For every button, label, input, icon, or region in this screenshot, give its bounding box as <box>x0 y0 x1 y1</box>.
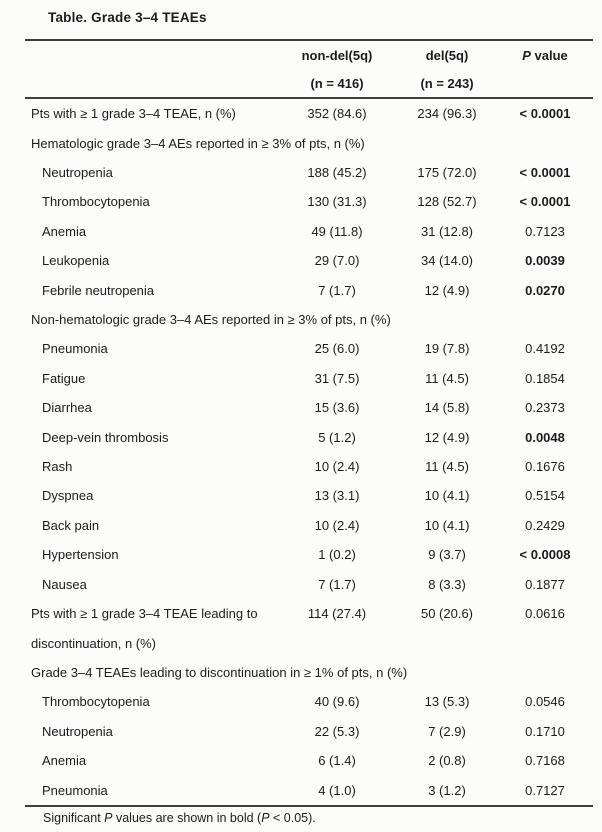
cell-p-value: 0.0616 <box>525 606 565 622</box>
cell-p-value: 0.7168 <box>525 753 565 769</box>
cell-non-del5q: 10 (2.4) <box>314 517 360 533</box>
cell-del5q: 128 (52.7) <box>417 194 477 210</box>
cell-non-del5q: 114 (27.4) <box>307 606 367 622</box>
section-header-row <box>25 305 593 334</box>
table-row <box>25 511 593 540</box>
cell-del5q: 3 (1.2) <box>428 782 466 798</box>
table-row <box>25 481 593 510</box>
cell-p-value: 0.4192 <box>525 341 565 357</box>
row-label: Leukopenia <box>42 253 110 269</box>
cell-non-del5q: 25 (6.0) <box>314 341 360 357</box>
cell-del5q: 9 (3.7) <box>428 547 466 563</box>
table-row <box>25 334 593 363</box>
table-row <box>25 99 593 128</box>
cell-non-del5q: 40 (9.6) <box>314 694 360 710</box>
table-row <box>25 217 593 246</box>
cell-p-value: 0.1676 <box>525 459 565 475</box>
table-row <box>25 628 593 657</box>
table-row <box>25 364 593 393</box>
column-header-p-value <box>497 48 593 63</box>
cell-p-value: 0.7123 <box>525 223 565 239</box>
cell-non-del5q: 15 (3.6) <box>314 400 360 416</box>
table-row <box>25 452 593 481</box>
cell-non-del5q: 7 (1.7) <box>318 576 356 592</box>
row-label: Dyspnea <box>42 488 94 504</box>
row-label: Neutropenia <box>42 165 113 181</box>
cell-p-value: 0.2429 <box>525 517 565 533</box>
column-header-del5q: del(5q) <box>425 47 469 63</box>
cell-del5q: 11 (4.5) <box>425 370 469 386</box>
cell-p-value: < 0.0001 <box>519 106 571 122</box>
cell-del5q: 2 (0.8) <box>428 753 466 769</box>
cell-p-value: 0.2373 <box>525 400 565 416</box>
row-label: Hypertension <box>42 547 119 563</box>
row-label: discontinuation, n (%) <box>31 635 157 651</box>
cell-p-value: 0.0048 <box>525 429 565 445</box>
row-label: Non-hematologic grade 3–4 AEs reported in ≥ 3% of pts, n (%) <box>31 312 391 328</box>
row-label: Pneumonia <box>42 341 108 357</box>
cell-del5q: 10 (4.1) <box>424 517 470 533</box>
cell-non-del5q: 29 (7.0) <box>314 253 360 269</box>
column-header-non-del5q: non-del(5q) <box>301 47 373 63</box>
row-label: Pts with ≥ 1 grade 3–4 TEAE, n (%) <box>31 106 236 122</box>
footnote-italic-p: P <box>261 810 270 825</box>
table-row <box>25 246 593 275</box>
cell-non-del5q: 13 (3.1) <box>314 488 360 504</box>
cell-non-del5q: 352 (84.6) <box>307 106 367 122</box>
cell-del5q: 12 (4.9) <box>424 429 470 445</box>
table-row <box>25 746 593 775</box>
column-header-non-del5q-n: (n = 416) <box>310 75 364 91</box>
cell-del5q: 13 (5.3) <box>424 694 470 710</box>
cell-del5q: 8 (3.3) <box>428 576 466 592</box>
row-label: Grade 3–4 TEAEs leading to discontinuation in ≥ 1% of pts, n (%) <box>31 664 408 680</box>
p-value-rest: value <box>530 47 568 63</box>
table-row <box>25 599 593 628</box>
p-value-italic-p: P <box>522 47 531 63</box>
cell-non-del5q: 7 (1.7) <box>318 282 356 298</box>
cell-p-value: 0.0270 <box>525 282 565 298</box>
cell-del5q: 12 (4.9) <box>424 282 470 298</box>
table-row <box>25 717 593 746</box>
row-label: Nausea <box>42 576 87 592</box>
cell-p-value: < 0.0001 <box>519 165 571 181</box>
cell-non-del5q: 188 (45.2) <box>307 165 367 181</box>
table-footnote <box>25 807 593 825</box>
cell-p-value: 0.7127 <box>525 782 565 798</box>
row-label: Thrombocytopenia <box>42 694 150 710</box>
table-row <box>25 275 593 304</box>
row-label: Anemia <box>42 223 87 239</box>
cell-del5q: 50 (20.6) <box>420 606 474 622</box>
table-header <box>25 41 593 97</box>
cell-p-value: 0.0546 <box>525 694 565 710</box>
row-label: Anemia <box>42 753 87 769</box>
row-label: Back pain <box>42 517 100 533</box>
cell-non-del5q: 5 (1.2) <box>318 429 356 445</box>
column-header-del5q-n: (n = 243) <box>420 75 474 91</box>
cell-del5q: 7 (2.9) <box>428 723 466 739</box>
row-label: Hematologic grade 3–4 AEs reported in ≥ 3% of pts, n (%) <box>31 135 365 151</box>
row-label: Diarrhea <box>42 400 92 416</box>
cell-del5q: 14 (5.8) <box>424 400 470 416</box>
cell-del5q: 11 (4.5) <box>425 459 469 475</box>
table-row <box>25 540 593 569</box>
cell-p-value: 0.5154 <box>525 488 565 504</box>
cell-non-del5q: 4 (1.0) <box>318 782 356 798</box>
table-row <box>25 570 593 599</box>
cell-non-del5q: 130 (31.3) <box>307 194 367 210</box>
cell-non-del5q: 1 (0.2) <box>318 547 356 563</box>
table-row <box>25 687 593 716</box>
footnote-italic-p: P <box>104 810 113 825</box>
row-label: Rash <box>42 459 73 475</box>
section-header-row <box>25 658 593 687</box>
cell-p-value: < 0.0001 <box>519 194 571 210</box>
cell-p-value: < 0.0008 <box>519 547 571 563</box>
cell-del5q: 175 (72.0) <box>417 165 477 181</box>
cell-p-value: 0.1854 <box>525 370 565 386</box>
teae-table <box>25 39 593 825</box>
cell-non-del5q: 10 (2.4) <box>314 459 360 475</box>
table-row <box>25 775 593 804</box>
row-label: Fatigue <box>42 370 86 386</box>
cell-del5q: 34 (14.0) <box>420 253 474 269</box>
cell-p-value: 0.1877 <box>525 576 565 592</box>
table-body <box>25 99 593 805</box>
cell-non-del5q: 6 (1.4) <box>318 753 356 769</box>
table-row <box>25 187 593 216</box>
row-label: Pneumonia <box>42 782 108 798</box>
table-row <box>25 158 593 187</box>
cell-non-del5q: 31 (7.5) <box>314 370 360 386</box>
table-row <box>25 422 593 451</box>
row-label: Neutropenia <box>42 723 113 739</box>
row-label: Febrile neutropenia <box>42 282 155 298</box>
footnote-text: values are shown in bold ( <box>112 810 262 825</box>
cell-non-del5q: 22 (5.3) <box>314 723 360 739</box>
footnote-text: < 0.05). <box>269 810 316 825</box>
table-row <box>25 393 593 422</box>
cell-del5q: 234 (96.3) <box>417 106 477 122</box>
cell-del5q: 19 (7.8) <box>424 341 470 357</box>
cell-p-value: 0.0039 <box>525 253 565 269</box>
page-title: Table. Grade 3–4 TEAEs <box>48 10 207 25</box>
cell-del5q: 10 (4.1) <box>424 488 470 504</box>
cell-non-del5q: 49 (11.8) <box>311 223 363 239</box>
row-label: Deep-vein thrombosis <box>42 429 169 445</box>
cell-p-value: 0.1710 <box>525 723 565 739</box>
section-header-row <box>25 128 593 157</box>
cell-del5q: 31 (12.8) <box>420 223 474 239</box>
row-label: Thrombocytopenia <box>42 194 150 210</box>
row-label: Pts with ≥ 1 grade 3–4 TEAE leading to <box>31 606 258 622</box>
footnote-text: Significant <box>43 810 105 825</box>
